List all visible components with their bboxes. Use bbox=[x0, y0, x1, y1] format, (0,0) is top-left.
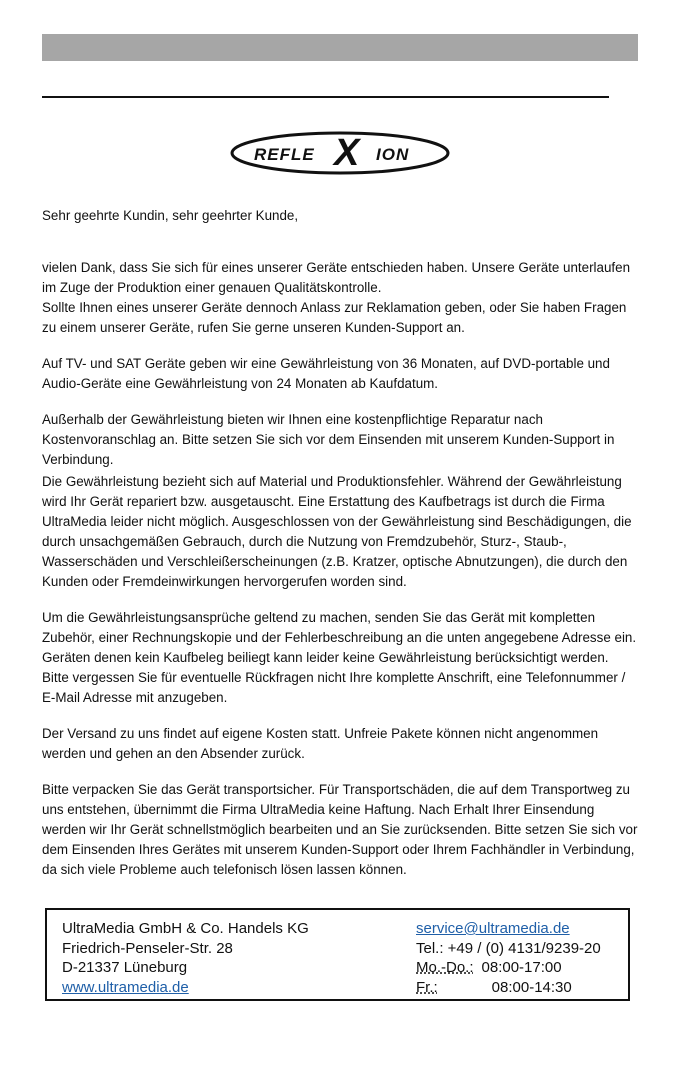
hours-weekday-value: 08:00-17:00 bbox=[481, 959, 562, 976]
paragraph-warranty-scope: Die Gewährleistung bezieht sich auf Material und Produktionsfehler. Während der Gewährleistung wird Ihr Gerät repariert bzw. ausgetauscht. Eine Erstattung des Kaufbetrags ist durch die Firma UltraMedia leider nicht möglich. Ausgeschlossen von der Gewährleistung sind Beschädigungen, die durch unsachgemäßen Gebrauch, durch die Nutzung von Fremdzubehör, Sturz-, Staub-, Wasserschäden und Verschleißerscheinungen (z.B. Kratzer, optische Abnutzungen), die durch den Kunden oder Fremdeinwirkungen hervorgerufen worden sind. bbox=[42, 474, 632, 589]
street-address: Friedrich-Penseler-Str. 28 bbox=[62, 939, 233, 957]
hours-friday-value: 08:00-14:30 bbox=[491, 978, 572, 996]
paragraph-warranty-period: Auf TV- und SAT Geräte geben wir eine Gewährleistung von 36 Monaten, auf DVD-portable und Audio-Geräte eine Gewährleistung von 24 Monaten ab Kaufdatum. bbox=[42, 356, 610, 391]
phone-number: Tel.: +49 / (0) 4131/9239-20 bbox=[416, 939, 601, 957]
company-name: UltraMedia GmbH & Co. Handels KG bbox=[62, 920, 309, 937]
contact-address bbox=[62, 919, 309, 997]
logo-x: X bbox=[334, 132, 360, 174]
logo-suffix: ION bbox=[376, 145, 410, 164]
header-bar bbox=[42, 34, 638, 61]
contact-details bbox=[416, 919, 601, 997]
paragraph-support: Sollte Ihnen eines unserer Geräte dennoch Anlass zur Reklamation geben, oder Sie haben Fragen zu einem unserer Geräte, rufen Sie gerne unseren Kunden-Support an. bbox=[42, 300, 627, 335]
email-link[interactable]: service@ultramedia.de bbox=[416, 920, 570, 937]
city-address: D-21337 Lüneburg bbox=[62, 959, 188, 976]
paragraph-packaging: Bitte verpacken Sie das Gerät transportsicher. Für Transportschäden, die auf dem Transportweg zu uns entstehen, übernimmt die Firma UltraMedia keine Haftung. Nach Erhalt Ihrer Einsendung werden wir Ihr Gerät schnellstmöglich bearbeiten und an Sie zurücksenden. Bitte setzen Sie sich vor dem Einsenden Ihres Gerätes mit unserem Kunden-Support oder Ihrem Fachhändler in Verbindung, da sich viele Probleme auch telefonisch lösen lassen können. bbox=[42, 782, 638, 877]
paragraph-intro: vielen Dank, dass Sie sich für eines unserer Geräte entschieden haben. Unsere Geräte unterlaufen im Zuge der Produktion einer genauen Qualitätskontrolle. bbox=[42, 260, 631, 295]
logo-prefix: REFLE bbox=[254, 145, 315, 164]
hours-weekday-label: Mo.-Do.: bbox=[416, 959, 474, 976]
paragraph-shipping: Der Versand zu uns findet auf eigene Kosten statt. Unfreie Pakete können nicht angenommen werden und gehen an den Absender zurück. bbox=[42, 726, 599, 761]
paragraph-claims: Um die Gewährleistungsansprüche geltend zu machen, senden Sie das Gerät mit kompletten Zubehör, einer Rechnungskopie und der Fehlerbeschreibung an die unten angegebene Adresse ein. Geräten denen kein Kaufbeleg beiliegt kann leider keine Gewährleistung berücksichtigt werden. Bitte vergessen Sie für eventuelle Rückfragen nicht Ihre komplette Anschrift, eine Telefonnummer / E-Mail Adresse mit anzugeben. bbox=[42, 610, 637, 705]
paragraph-repair: Außerhalb der Gewährleistung bieten wir Ihnen eine kostenpflichtige Reparatur nach Kostenvoranschlag an. Bitte setzen Sie sich vor dem Einsenden mit unserem Kunden-Support in Verbindung. bbox=[42, 412, 615, 467]
hours-friday-label: Fr.: bbox=[416, 978, 438, 996]
greeting: Sehr geehrte Kundin, sehr geehrter Kunde, bbox=[42, 208, 299, 223]
header-rule bbox=[42, 96, 609, 98]
reflexion-logo bbox=[230, 128, 450, 178]
website-link[interactable]: www.ultramedia.de bbox=[62, 978, 189, 996]
hours-friday bbox=[416, 978, 601, 998]
hours-weekday bbox=[416, 958, 601, 978]
letter-body bbox=[42, 206, 638, 896]
contact-box bbox=[45, 908, 630, 1001]
